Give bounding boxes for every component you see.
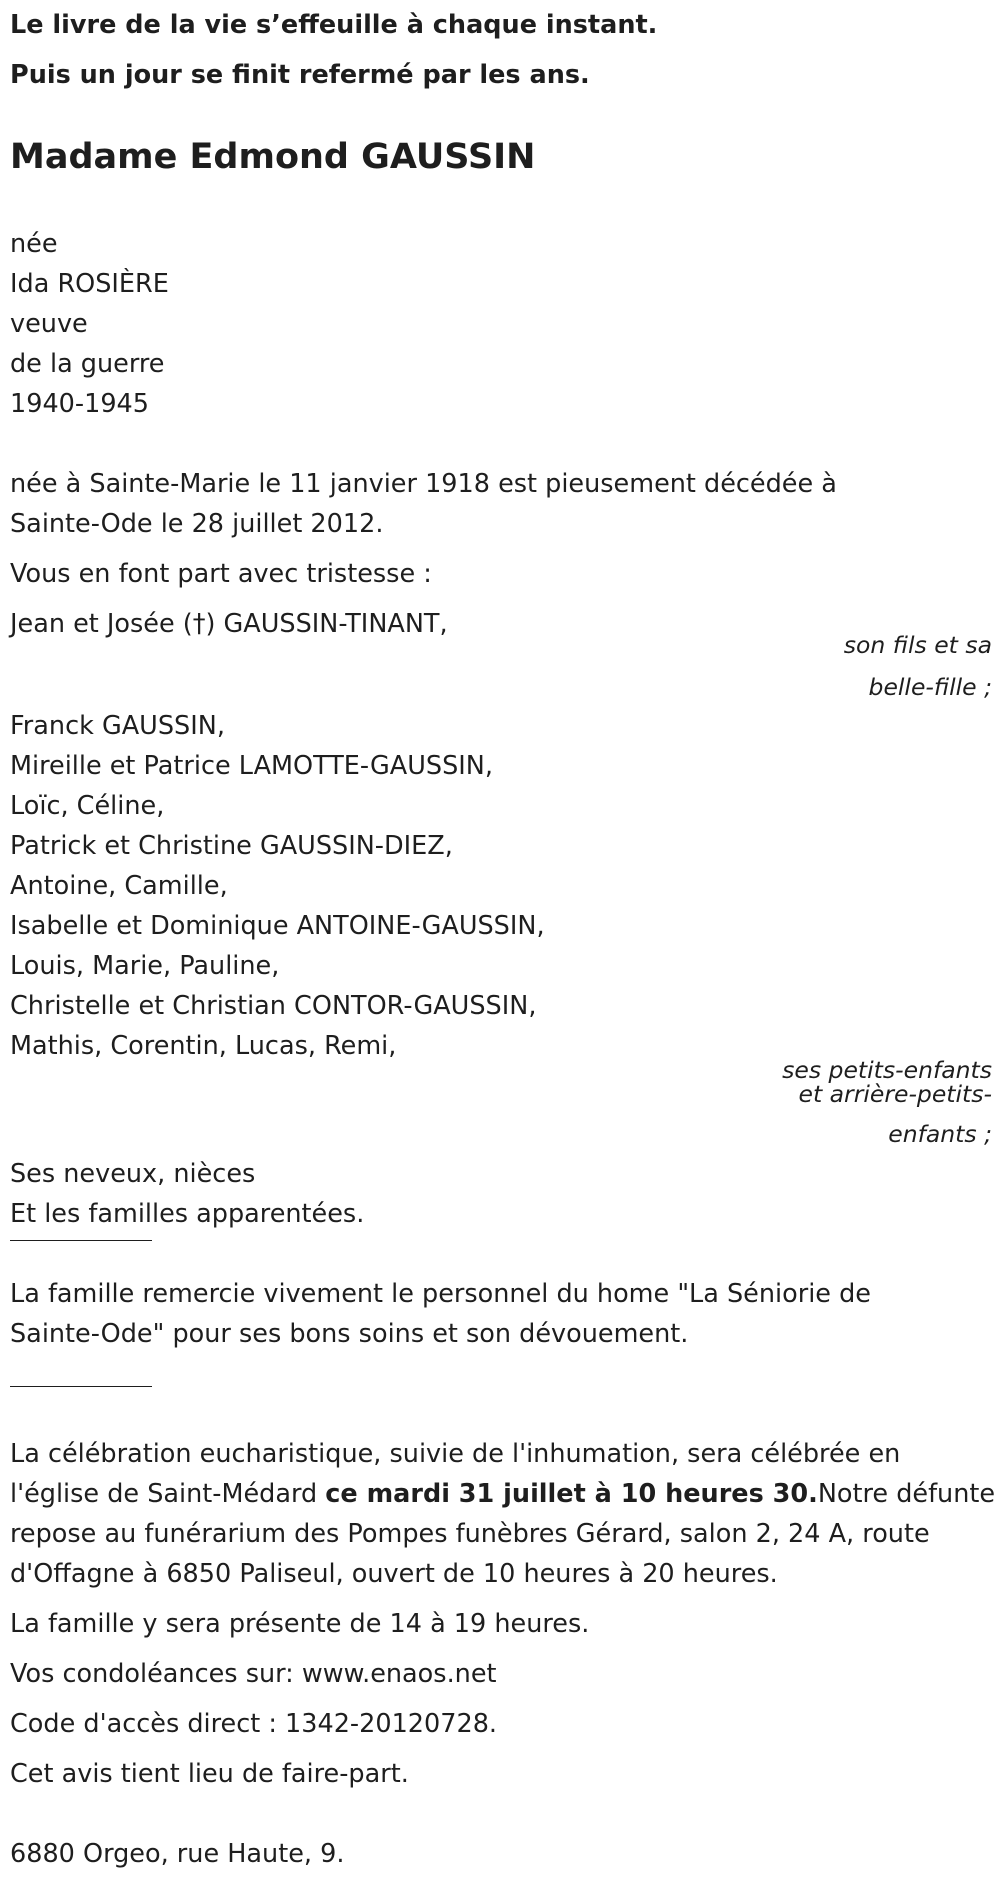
ceremony-date-time: ce mardi 31 juillet à 10 heures 30. — [325, 1479, 818, 1509]
verse-line-2: Puis un jour se finit refermé par les ans. — [10, 60, 590, 90]
grandchild-line-7: Louis, Marie, Pauline, — [10, 951, 280, 981]
birth-line-3: veuve — [10, 309, 88, 339]
grandchildren-role-line-1: ses petits-enfants — [782, 1056, 992, 1084]
separator-rule-1 — [10, 1240, 152, 1241]
ceremony-line-1: La célébration eucharistique, suivie de l'inhumation, sera célébrée en — [10, 1439, 901, 1469]
grandchild-line-3: Loïc, Céline, — [10, 791, 165, 821]
grandchild-line-6: Isabelle et Dominique ANTOINE-GAUSSIN, — [10, 911, 545, 941]
announcement-line-2: Sainte-Ode le 28 juillet 2012. — [10, 509, 384, 539]
ceremony-line-3: repose au funérarium des Pompes funèbres Gérard, salon 2, 24 A, route — [10, 1519, 930, 1549]
grandchildren-role-line-3: enfants ; — [888, 1120, 992, 1148]
birth-line-2: Ida ROSIÈRE — [10, 269, 169, 299]
grandchildren-role-line-2: et arrière-petits- — [798, 1080, 992, 1108]
ceremony-line-2-post: Notre défunte — [817, 1479, 996, 1509]
son-role-line-1: son fils et sa — [843, 631, 992, 659]
son-line: Jean et Josée (†) GAUSSIN-TINANT, — [10, 609, 448, 639]
condolences-line: Vos condoléances sur: www.enaos.net — [10, 1659, 497, 1689]
grandchild-line-8: Christelle et Christian CONTOR-GAUSSIN, — [10, 991, 537, 1021]
ceremony-line-2-pre: l'église de Saint-Médard — [10, 1479, 326, 1509]
thanks-line-1: La famille remercie vivement le personnel du home "La Séniorie de — [10, 1279, 871, 1309]
access-code: Code d'accès direct : 1342-20120728. — [10, 1709, 498, 1739]
ceremony-line-4: d'Offagne à 6850 Paliseul, ouvert de 10 heures à 20 heures. — [10, 1559, 778, 1589]
notice-line: Cet avis tient lieu de faire-part. — [10, 1759, 409, 1789]
grandchild-line-1: Franck GAUSSIN, — [10, 711, 225, 741]
family-presence: La famille y sera présente de 14 à 19 heures. — [10, 1609, 590, 1639]
relatives-line-2: Et les familles apparentées. — [10, 1199, 365, 1229]
separator-rule-2 — [10, 1386, 152, 1387]
address-line: 6880 Orgeo, rue Haute, 9. — [10, 1839, 345, 1869]
birth-line-1: née — [10, 229, 58, 259]
grandchild-line-9: Mathis, Corentin, Lucas, Remi, — [10, 1031, 397, 1061]
grandchild-line-2: Mireille et Patrice LAMOTTE-GAUSSIN, — [10, 751, 493, 781]
birth-line-4: de la guerre — [10, 349, 165, 379]
thanks-line-2: Sainte-Ode" pour ses bons soins et son dévouement. — [10, 1319, 689, 1349]
verse-line-1: Le livre de la vie s’effeuille à chaque instant. — [10, 10, 658, 40]
intro-text: Vous en font part avec tristesse : — [10, 559, 432, 589]
birth-line-5: 1940-1945 — [10, 389, 149, 419]
relatives-line-1: Ses neveux, nièces — [10, 1159, 256, 1189]
son-role-line-2: belle-fille ; — [868, 673, 992, 701]
announcement-line-1: née à Sainte-Marie le 11 janvier 1918 est pieusement décédée à — [10, 469, 837, 499]
deceased-name: Madame Edmond GAUSSIN — [10, 137, 536, 177]
ceremony-line-2 — [10, 1474, 995, 1514]
grandchild-line-5: Antoine, Camille, — [10, 871, 228, 901]
grandchild-line-4: Patrick et Christine GAUSSIN-DIEZ, — [10, 831, 453, 861]
